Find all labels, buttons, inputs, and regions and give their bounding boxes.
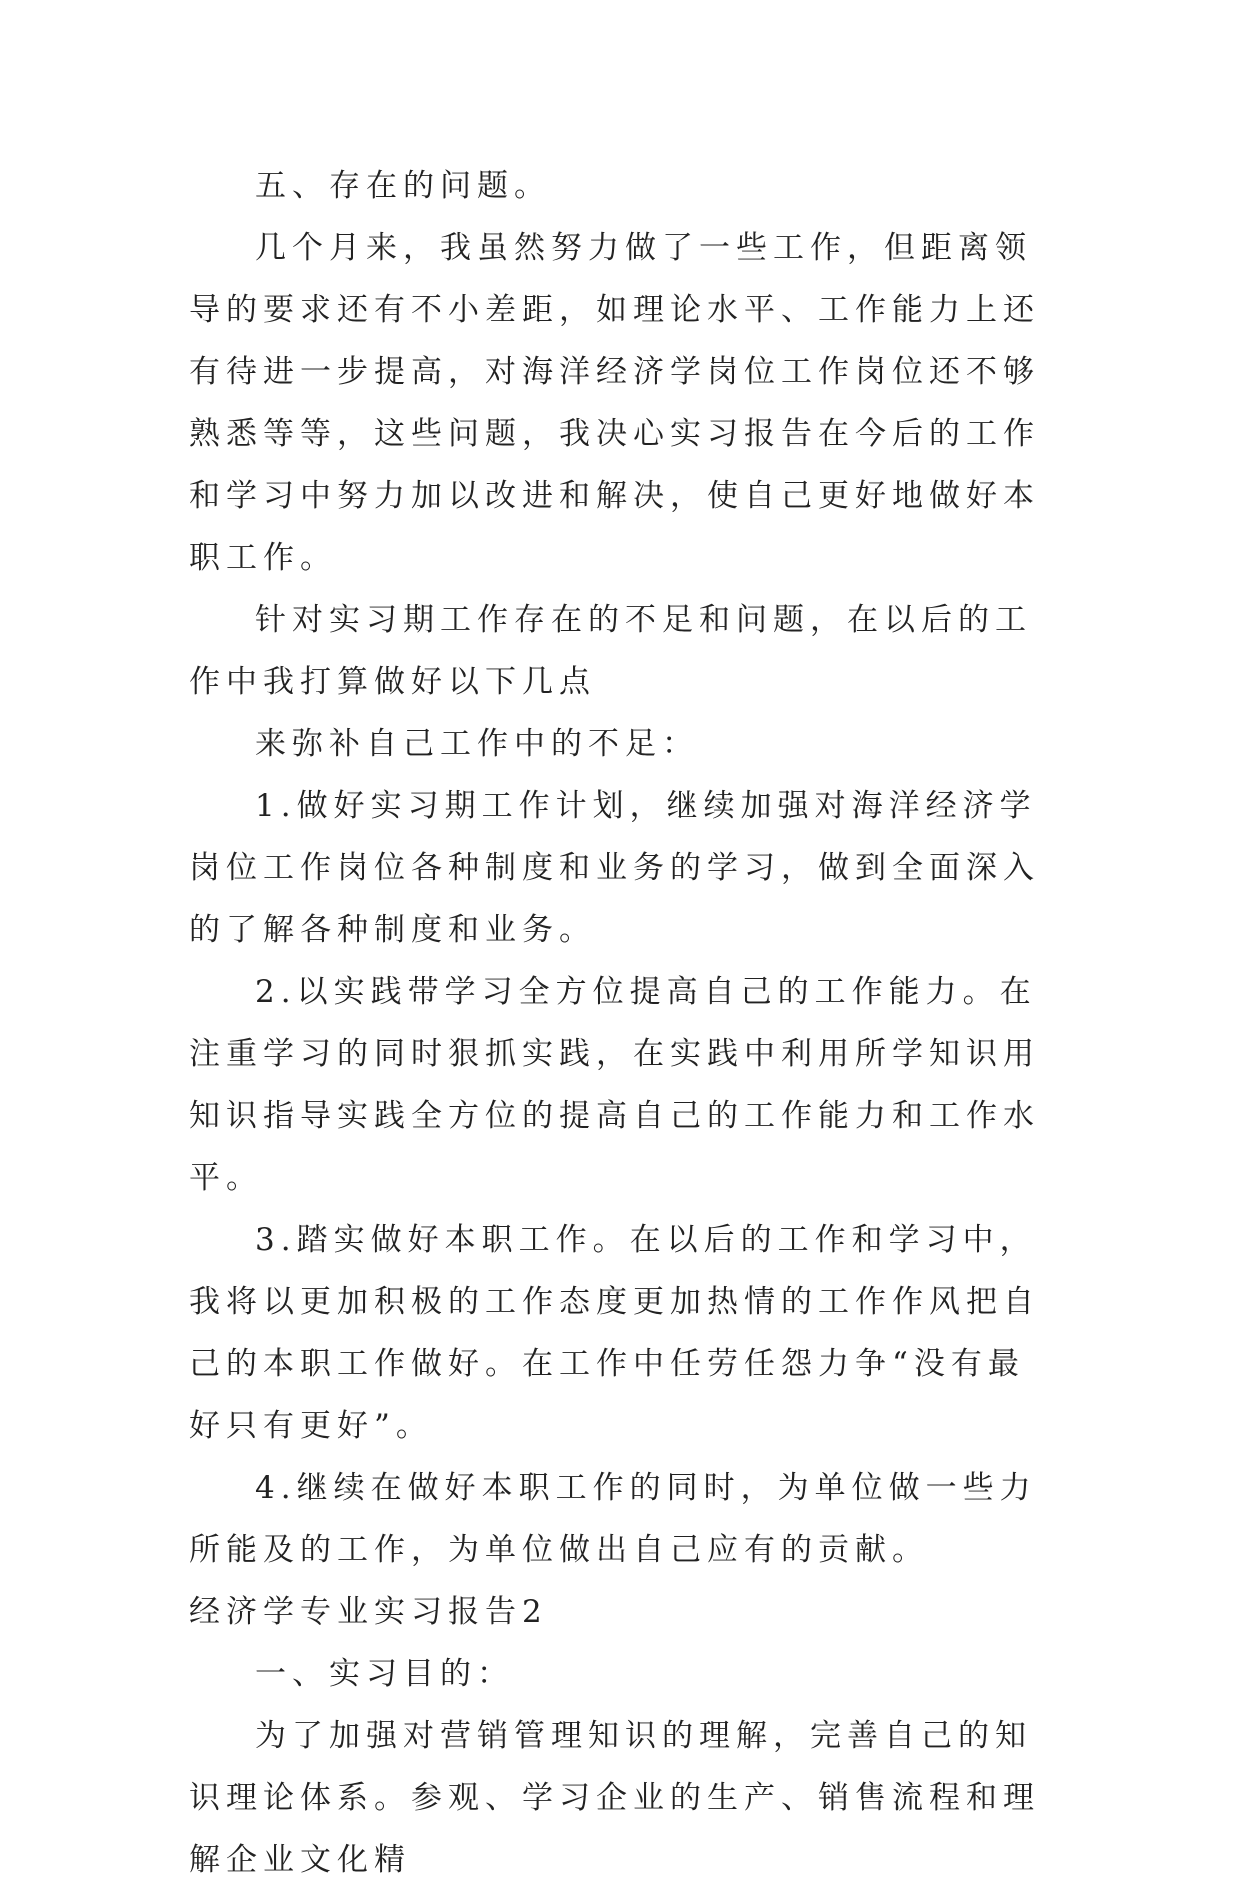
paragraph-point-2: 2.以实践带学习全方位提高自己的工作能力。在注重学习的同时狠抓实践，在实践中利用所学知识用知识指导实践全方位的提高自己的工作能力和工作水平。	[189, 974, 1040, 1196]
paragraph-point-1: 1.做好实习期工作计划，继续加强对海洋经济学岗位工作岗位各种制度和业务的学习，做到全面深入的了解各种制度和业务。	[189, 788, 1040, 948]
paragraph-purpose-description: 为了加强对营销管理知识的理解，完善自己的知识理论体系。参观、学习企业的生产、销售流程和理解企业文化精	[189, 1718, 1040, 1878]
section-title: 经济学专业实习报告2	[189, 1594, 548, 1630]
document-body	[189, 155, 1059, 1891]
paragraph-point-4: 4.继续在做好本职工作的同时，为单位做一些力所能及的工作，为单位做出自己应有的贡献。	[189, 1470, 1037, 1568]
paragraph-purpose-heading: 一、实习目的：	[255, 1656, 514, 1692]
paragraph-improvement-intro: 针对实习期工作存在的不足和问题，在以后的工作中我打算做好以下几点	[189, 602, 1032, 700]
paragraph-improvement-intro-continued: 来弥补自己工作中的不足：	[255, 726, 699, 762]
paragraph-point-3: 3.踏实做好本职工作。在以后的工作和学习中，我将以更加积极的工作态度更加热情的工作作风把自己的本职工作做好。在工作中任劳任怨力争“没有最好只有更好”。	[189, 1222, 1040, 1444]
paragraph-problems-description: 几个月来，我虽然努力做了一些工作，但距离领导的要求还有不小差距，如理论水平、工作能力上还有待进一步提高，对海洋经济学岗位工作岗位还不够熟悉等等，这些问题，我决心实习报告在今后的工作和学习中努力加以改进和解决，使自己更好地做好本职工作。	[189, 230, 1040, 576]
paragraph-problems-heading: 五、存在的问题。	[255, 168, 551, 204]
